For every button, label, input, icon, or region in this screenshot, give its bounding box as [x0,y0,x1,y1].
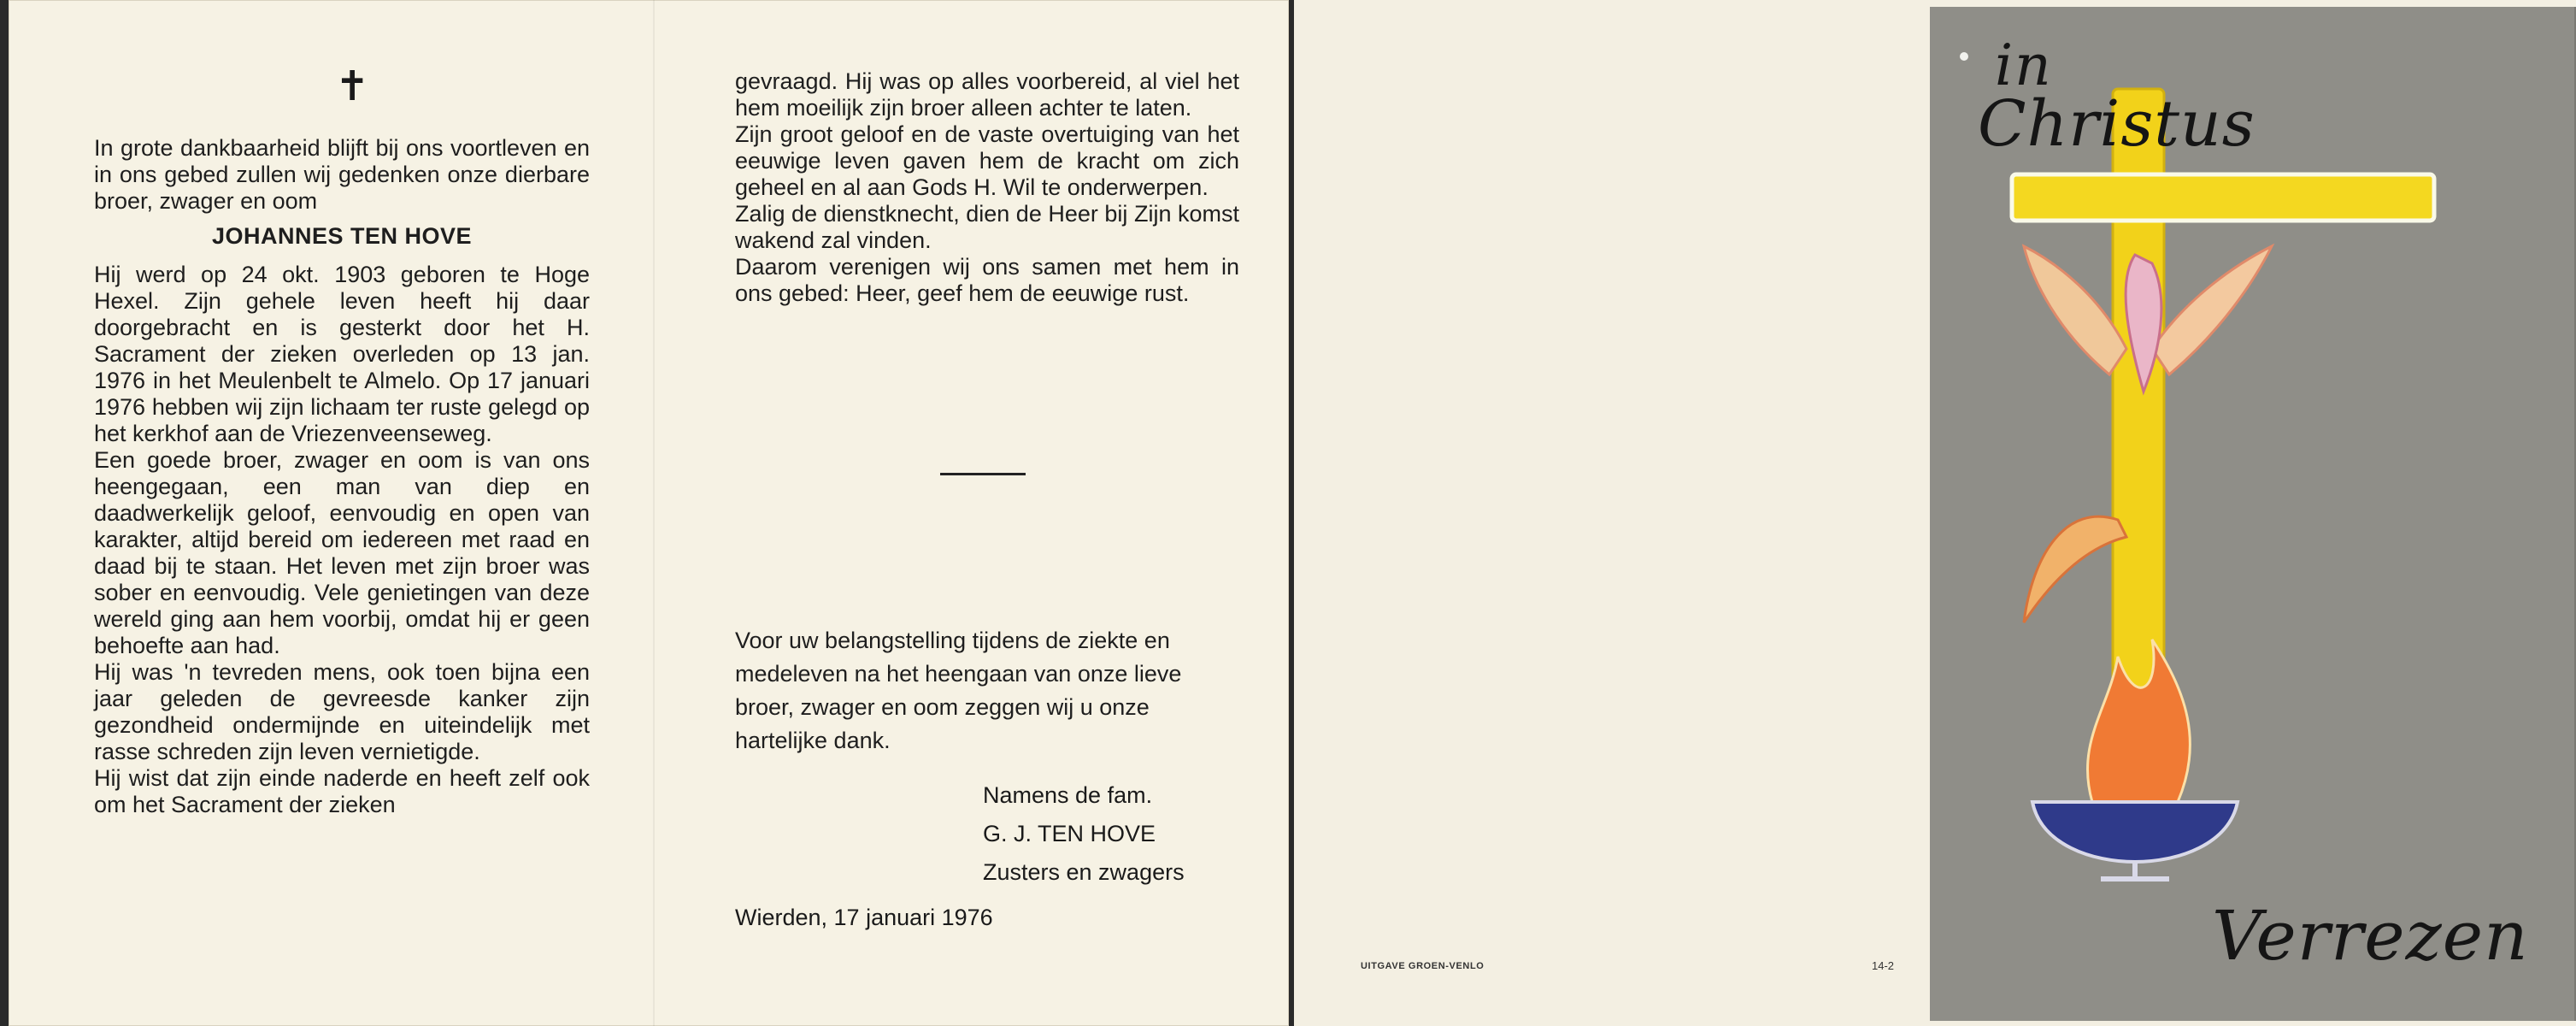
memorial-card-inside [9,0,1289,1026]
life-paragraph: Hij werd op 24 okt. 1903 geboren te Hoge Hexel. Zijn gehele leven heeft hij daar doorgebracht en is gesterkt door het H. Sacrament der zieken overleden op 13 jan. 1976 in het Meulenbelt te Almelo. Op 17 januari 1976 hebben wij zijn lichaam ter ruste gelegd op het kerkhof aan de Vriezenveenseweg. [94,262,590,446]
end-paragraph-continued: gevraagd. Hij was op alles voorbereid, al viel het hem moeilijk zijn broer alleen achter te laten. [735,68,1239,121]
phoenix-left-wing-icon [2024,246,2126,374]
end-paragraph-start: Hij wist dat zijn einde naderde en heeft zelf ook om het Sacrament der zieken [94,765,590,817]
sign-line-name: G. J. TEN HOVE [983,821,1156,846]
place-date: Wierden, 17 januari 1976 [735,905,993,930]
cross-bar-icon [2012,174,2434,221]
bowl-stand-icon [2101,862,2169,879]
right-column [735,68,1239,307]
card-code: 14-2 [1872,959,1895,972]
phoenix-right-wing-icon [2152,246,2272,374]
title-in: in [1995,32,2053,98]
sign-line-family: Namens de fam. [983,782,1153,808]
left-column [94,135,590,818]
title-christus: Christus [1978,87,2255,161]
faith-paragraph: Zijn groot geloof en de vaste overtuiging van het eeuwige leven gaven hem de kracht om zich geheel en al aan Gods H. Wil te onderwerpen. [735,121,1239,200]
sign-line-relatives: Zusters en zwagers [983,859,1185,885]
publisher-imprint: UITGAVE GROEN-VENLO [1361,961,1485,971]
prayer-paragraph: Daarom verenigen wij ons samen met hem in ons gebed: Heer, geef hem de eeuwige rust. [735,254,1239,306]
thanks-text: Voor uw belangstelling tijdens de ziekte en medeleven na het heengaan van onze lieve broer, zwager en oom zeggen wij u onze hartelijke dank. [735,628,1182,753]
phoenix-tail-icon [2024,516,2126,622]
bowl-icon [2032,802,2238,862]
signature-block [983,776,1185,892]
cross-icon: ✝ [335,64,370,109]
front-cover [1930,7,2576,1021]
memorial-card-outside [1294,0,2576,1026]
section-divider [940,473,1026,475]
fold-line [653,0,655,1026]
blessed-paragraph: Zalig de dienstknecht, dien de Heer bij Zijn komst wakend zal vinden. [735,201,1239,253]
character-paragraph: Een goede broer, zwager en oom is van ons heengegaan, een man van diep en daadwerkelijk geloof, eenvoudig en open van karakter, altijd bereid om iedereen met raad en daad bij te staan. Het leven met zijn broer was sober en eenvoudig. Vele genietingen van deze wereld ging aan hem voorbij, omdat hij er geen behoefte aan had. [94,447,590,658]
decorative-dot [1960,52,1968,61]
intro-text: In grote dankbaarheid blijft bij ons voortleven en in ons gebed zullen wij gedenken onze dierbare broer, zwager en oom [94,135,590,214]
deceased-name: JOHANNES TEN HOVE [211,223,473,249]
title-verrezen: Verrezen [2212,896,2529,976]
illness-paragraph: Hij was 'n tevreden mens, ook toen bijna een jaar geleden de gevreesde kanker zijn gezondheid ondermijnde en uiteindelijk met rasse schreden zijn leven vernietigde. [94,659,590,764]
